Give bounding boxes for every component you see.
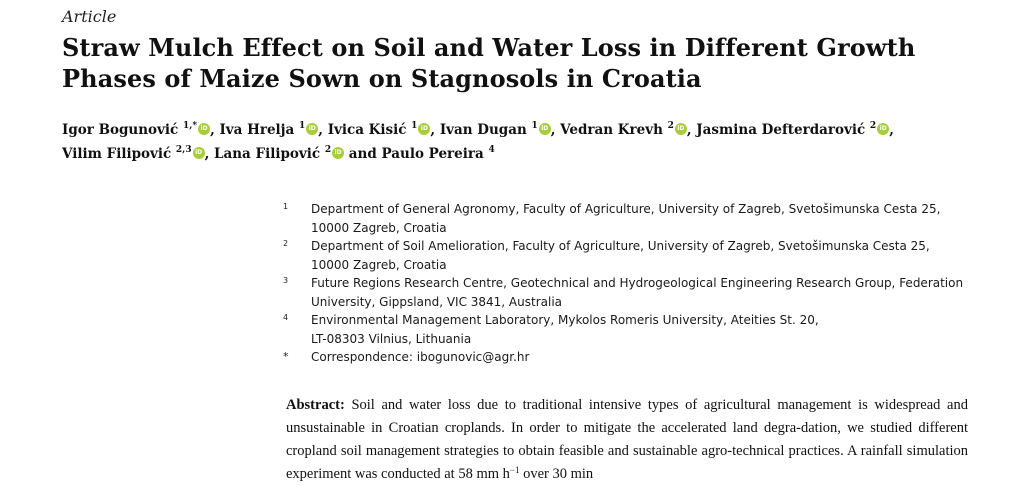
author-name[interactable]: Vedran Krevh bbox=[560, 122, 663, 138]
affiliation-number: 2 bbox=[283, 239, 289, 248]
affiliation bbox=[283, 200, 988, 237]
affiliation-line: Future Regions Research Centre, Geotechnical and Hydrogeological Engineering Research Group, Federation bbox=[311, 276, 964, 290]
author-name[interactable]: Paulo Pereira bbox=[381, 146, 484, 162]
abstract-superscript: −1 bbox=[509, 465, 520, 475]
author bbox=[219, 122, 318, 138]
author-affiliation-mark: 2 bbox=[667, 121, 674, 131]
article-type: Article bbox=[62, 7, 117, 26]
author-name[interactable]: Lana Filipović bbox=[214, 146, 321, 162]
orcid-icon[interactable] bbox=[418, 123, 430, 135]
orcid-icon[interactable] bbox=[675, 123, 687, 135]
affiliation-line: Environmental Management Laboratory, Mykolos Romeris University, Ateities St. 20, bbox=[311, 313, 819, 327]
author-affiliation-mark: 2 bbox=[324, 145, 332, 155]
orcid-icon[interactable] bbox=[198, 123, 210, 135]
author-list: Igor Bogunović $^{1,*}$iD , Iva Hrelja $^1$iD , Ivica Kisić $^1$iD , Ivan Dugan $^1$iD , Vedran Krevh $^2$iD , Jasmina Defterdarović $^2$iD , Vilim Filipović $^{2,3}$iD , Lana Filipović $^2$iD and Paulo Pereira $^4$ bbox=[62, 118, 1012, 166]
author-name[interactable]: Ivica Kisić bbox=[327, 122, 407, 138]
author bbox=[696, 122, 889, 138]
affiliation bbox=[283, 311, 988, 348]
affiliation bbox=[283, 274, 988, 311]
abstract-label: Abstract: bbox=[286, 397, 345, 413]
author bbox=[328, 122, 431, 138]
affiliation-line: University, Gippsland, VIC 3841, Australia bbox=[311, 294, 563, 309]
author bbox=[62, 146, 205, 162]
affiliation-line: 10000 Zagreb, Croatia bbox=[311, 257, 447, 272]
author-connector: and bbox=[348, 146, 377, 162]
author-affiliation-mark: 2,3 bbox=[175, 145, 192, 155]
author bbox=[214, 146, 344, 162]
affiliation-list bbox=[283, 200, 988, 367]
abstract-text: Soil and water loss due to traditional intensive types of agricultural management is widespread and unsustainable in Croatian croplands. In order to mitigate the accelerated land degra-dation, we studied different cropland soil management strategies to obtain feasible and sustainable agro-technical practices. A rainfall simulation experiment was conducted at 58 mm h bbox=[286, 397, 968, 482]
paper-title: Straw Mulch Effect on Soil and Water Loss in Different Growth Phases of Maize Sown on Stagnosols in Croatia bbox=[62, 33, 916, 93]
orcid-icon[interactable] bbox=[193, 147, 205, 159]
affiliation bbox=[283, 348, 988, 367]
author bbox=[560, 122, 687, 138]
author-affiliation-mark: 1,* bbox=[182, 121, 198, 131]
author bbox=[382, 146, 495, 162]
correspondence-line[interactable]: Correspondence: ibogunovic@agr.hr bbox=[311, 350, 530, 364]
abstract bbox=[286, 394, 968, 486]
affiliation-line: Department of Soil Amelioration, Faculty of Agriculture, University of Zagreb, Svetošimunska Cesta 25, bbox=[311, 239, 930, 253]
author-affiliation-mark: 4 bbox=[488, 145, 495, 155]
author-name[interactable]: Jasmina Defterdarović bbox=[696, 122, 866, 138]
affiliation-line: Department of General Agronomy, Faculty of Agriculture, University of Zagreb, Svetošimunska Cesta 25, bbox=[311, 202, 941, 216]
author-affiliation-mark: 2 bbox=[869, 121, 877, 131]
affiliation bbox=[283, 237, 988, 274]
author-name[interactable]: Igor Bogunović bbox=[62, 122, 179, 138]
author-name[interactable]: Iva Hrelja bbox=[219, 122, 295, 138]
orcid-icon[interactable] bbox=[306, 123, 318, 135]
affiliation-line: LT-08303 Vilnius, Lithuania bbox=[311, 331, 472, 346]
orcid-icon[interactable] bbox=[877, 123, 889, 135]
author-name[interactable]: Ivan Dugan bbox=[439, 122, 527, 138]
orcid-icon[interactable] bbox=[332, 147, 344, 159]
author-affiliation-mark: 1 bbox=[531, 121, 538, 131]
author-name[interactable]: Vilim Filipović bbox=[62, 146, 172, 162]
abstract-text-continued: over 30 min bbox=[519, 466, 594, 482]
author-affiliation-mark: 1 bbox=[299, 121, 306, 131]
affiliation-number: 4 bbox=[283, 313, 289, 322]
affiliation-line: 10000 Zagreb, Croatia bbox=[311, 220, 447, 235]
correspondence-mark: * bbox=[283, 350, 289, 363]
affiliation-number: 1 bbox=[283, 202, 289, 211]
author bbox=[62, 122, 210, 138]
author bbox=[440, 122, 551, 138]
affiliation-number: 3 bbox=[283, 276, 289, 285]
orcid-icon[interactable] bbox=[539, 123, 551, 135]
author-affiliation-mark: 1 bbox=[411, 121, 418, 131]
